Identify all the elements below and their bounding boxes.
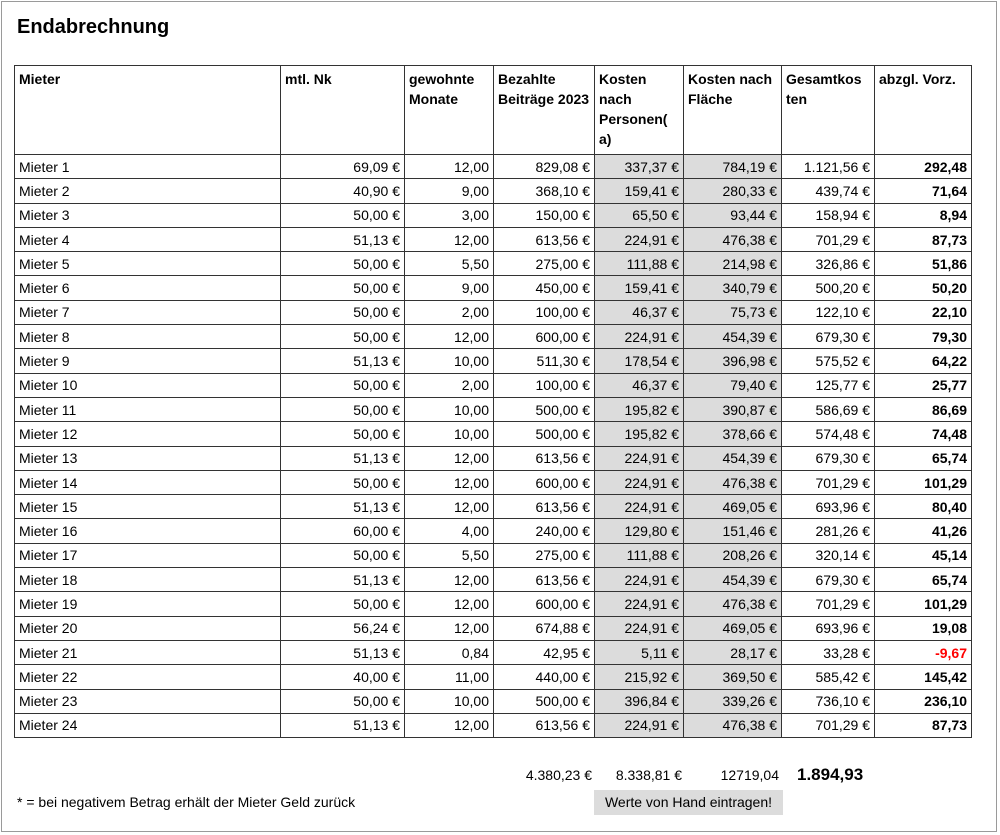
cell-monthly-costs: 51,13 € [281,227,405,251]
cell-monthly-costs: 50,00 € [281,373,405,397]
cell-monthly-costs: 50,00 € [281,252,405,276]
cell-monthly-costs: 50,00 € [281,543,405,567]
cell-tenant: Mieter 7 [15,300,281,324]
cell-paid: 613,56 € [494,446,595,470]
cell-balance: 145,42 [875,665,972,689]
cell-cost-area: 784,19 € [684,155,782,179]
total-cost-persons: 8.338,81 € [615,767,682,783]
cell-tenant: Mieter 15 [15,495,281,519]
cell-monthly-costs: 50,00 € [281,470,405,494]
cell-months: 10,00 [405,349,494,373]
cell-total: 575,52 € [782,349,875,373]
cell-total: 281,26 € [782,519,875,543]
cell-total: 158,94 € [782,203,875,227]
table-row [15,519,972,543]
cell-total: 679,30 € [782,325,875,349]
cell-balance: 65,74 [875,568,972,592]
cell-cost-area: 28,17 € [684,640,782,664]
cell-tenant: Mieter 21 [15,640,281,664]
col-header-total: Gesamtkos ten [782,66,875,155]
cell-tenant: Mieter 2 [15,179,281,203]
cell-balance: 45,14 [875,543,972,567]
table-row [15,276,972,300]
cell-tenant: Mieter 19 [15,592,281,616]
col-header-cost-persons: Kosten nach Personen( a) [595,66,684,155]
cell-paid: 42,95 € [494,640,595,664]
cell-cost-persons: 224,91 € [595,568,684,592]
cell-tenant: Mieter 8 [15,325,281,349]
cell-tenant: Mieter 12 [15,422,281,446]
cell-total: 122,10 € [782,300,875,324]
cell-monthly-costs: 40,00 € [281,665,405,689]
cell-cost-area: 75,73 € [684,300,782,324]
cell-balance: 236,10 [875,689,972,713]
cell-cost-area: 339,26 € [684,689,782,713]
cell-balance: 25,77 [875,373,972,397]
cell-total: 701,29 € [782,713,875,737]
cell-balance: 65,74 [875,446,972,470]
cell-balance: 80,40 [875,495,972,519]
cell-total: 693,96 € [782,616,875,640]
cell-tenant: Mieter 14 [15,470,281,494]
table-row [15,470,972,494]
cell-paid: 440,00 € [494,665,595,689]
col-header-balance: abzgl. Vorz. [875,66,972,155]
cell-cost-area: 476,38 € [684,713,782,737]
table-row [15,397,972,421]
table-row [15,446,972,470]
cell-cost-persons: 195,82 € [595,397,684,421]
cell-tenant: Mieter 1 [15,155,281,179]
table-row [15,349,972,373]
total-cost-area: 12719,04 [720,767,779,783]
cell-monthly-costs: 50,00 € [281,422,405,446]
cell-months: 12,00 [405,470,494,494]
cell-cost-area: 151,46 € [684,519,782,543]
cell-balance: 87,73 [875,713,972,737]
total-balance: 1.894,93 [797,765,864,784]
cell-balance: 50,20 [875,276,972,300]
cell-cost-persons: 111,88 € [595,252,684,276]
cell-monthly-costs: 40,90 € [281,179,405,203]
cell-cost-area: 79,40 € [684,373,782,397]
cell-balance: 87,73 [875,227,972,251]
cell-tenant: Mieter 13 [15,446,281,470]
cell-paid: 275,00 € [494,252,595,276]
cell-total: 736,10 € [782,689,875,713]
cell-balance: 8,94 [875,203,972,227]
cell-cost-area: 369,50 € [684,665,782,689]
table-row [15,665,972,689]
cell-balance: 79,30 [875,325,972,349]
cell-cost-persons: 159,41 € [595,179,684,203]
cell-tenant: Mieter 5 [15,252,281,276]
cell-cost-area: 93,44 € [684,203,782,227]
cell-paid: 500,00 € [494,689,595,713]
cell-cost-persons: 46,37 € [595,300,684,324]
cell-months: 5,50 [405,252,494,276]
cell-cost-area: 390,87 € [684,397,782,421]
table-row [15,325,972,349]
page-title: Endabrechnung [17,16,170,38]
cell-months: 4,00 [405,519,494,543]
cell-months: 2,00 [405,373,494,397]
cell-balance: 22,10 [875,300,972,324]
cell-tenant: Mieter 10 [15,373,281,397]
cell-tenant: Mieter 11 [15,397,281,421]
col-header-paid: Bezahlte Beiträge 2023 [494,66,595,155]
cell-balance: 51,86 [875,252,972,276]
cell-tenant: Mieter 23 [15,689,281,713]
cell-tenant: Mieter 22 [15,665,281,689]
cell-months: 12,00 [405,325,494,349]
cell-cost-area: 476,38 € [684,470,782,494]
table-row [15,568,972,592]
cell-months: 12,00 [405,227,494,251]
billing-table [14,65,972,738]
cell-cost-persons: 178,54 € [595,349,684,373]
cell-paid: 100,00 € [494,300,595,324]
table-row [15,373,972,397]
table-row [15,640,972,664]
cell-total: 33,28 € [782,640,875,664]
cell-cost-persons: 396,84 € [595,689,684,713]
cell-paid: 600,00 € [494,325,595,349]
table-row [15,422,972,446]
cell-paid: 240,00 € [494,519,595,543]
cell-months: 5,50 [405,543,494,567]
cell-cost-persons: 215,92 € [595,665,684,689]
cell-cost-persons: 224,91 € [595,470,684,494]
cell-cost-persons: 129,80 € [595,519,684,543]
cell-paid: 674,88 € [494,616,595,640]
cell-cost-area: 340,79 € [684,276,782,300]
col-header-cost-area: Kosten nach Fläche [684,66,782,155]
cell-total: 1.121,56 € [782,155,875,179]
cell-cost-persons: 224,91 € [595,713,684,737]
cell-tenant: Mieter 6 [15,276,281,300]
cell-months: 12,00 [405,446,494,470]
total-paid: 4.380,23 € [525,767,592,783]
table-row [15,713,972,737]
manual-entry-hint: Werte von Hand eintragen! [594,790,783,815]
cell-total: 701,29 € [782,592,875,616]
cell-months: 10,00 [405,422,494,446]
cell-total: 585,42 € [782,665,875,689]
cell-paid: 613,56 € [494,495,595,519]
cell-months: 9,00 [405,179,494,203]
table-row [15,592,972,616]
cell-cost-persons: 195,82 € [595,422,684,446]
cell-tenant: Mieter 9 [15,349,281,373]
cell-total: 693,96 € [782,495,875,519]
cell-cost-area: 454,39 € [684,568,782,592]
cell-paid: 600,00 € [494,592,595,616]
cell-total: 679,30 € [782,446,875,470]
cell-cost-area: 476,38 € [684,592,782,616]
cell-months: 10,00 [405,397,494,421]
table-row [15,203,972,227]
cell-months: 3,00 [405,203,494,227]
cell-cost-persons: 5,11 € [595,640,684,664]
cell-balance: 71,64 [875,179,972,203]
cell-tenant: Mieter 24 [15,713,281,737]
cell-monthly-costs: 51,13 € [281,640,405,664]
cell-cost-persons: 337,37 € [595,155,684,179]
cell-monthly-costs: 69,09 € [281,155,405,179]
cell-total: 125,77 € [782,373,875,397]
cell-cost-persons: 65,50 € [595,203,684,227]
table-row [15,227,972,251]
cell-monthly-costs: 50,00 € [281,203,405,227]
cell-paid: 613,56 € [494,568,595,592]
cell-months: 11,00 [405,665,494,689]
cell-paid: 613,56 € [494,227,595,251]
table-body [15,155,972,738]
table-row [15,300,972,324]
table-row [15,252,972,276]
col-header-tenant: Mieter [15,66,281,155]
cell-cost-persons: 224,91 € [595,446,684,470]
table-row [15,689,972,713]
cell-paid: 450,00 € [494,276,595,300]
cell-paid: 613,56 € [494,713,595,737]
cell-total: 701,29 € [782,227,875,251]
cell-balance: 101,29 [875,470,972,494]
cell-months: 2,00 [405,300,494,324]
cell-monthly-costs: 51,13 € [281,495,405,519]
cell-cost-area: 396,98 € [684,349,782,373]
cell-paid: 150,00 € [494,203,595,227]
col-header-months: gewohnte Monate [405,66,494,155]
col-header-monthly-costs: mtl. Nk [281,66,405,155]
cell-monthly-costs: 60,00 € [281,519,405,543]
cell-tenant: Mieter 3 [15,203,281,227]
cell-tenant: Mieter 4 [15,227,281,251]
cell-balance: 64,22 [875,349,972,373]
cell-total: 701,29 € [782,470,875,494]
header-row [15,66,972,155]
cell-monthly-costs: 50,00 € [281,325,405,349]
table-row [15,179,972,203]
cell-monthly-costs: 50,00 € [281,300,405,324]
cell-monthly-costs: 50,00 € [281,689,405,713]
cell-tenant: Mieter 16 [15,519,281,543]
cell-monthly-costs: 50,00 € [281,592,405,616]
cell-balance: -9,67 [875,640,972,664]
cell-months: 12,00 [405,592,494,616]
cell-total: 326,86 € [782,252,875,276]
cell-months: 12,00 [405,568,494,592]
cell-cost-persons: 224,91 € [595,325,684,349]
cell-cost-persons: 224,91 € [595,227,684,251]
cell-total: 439,74 € [782,179,875,203]
table-row [15,495,972,519]
cell-total: 574,48 € [782,422,875,446]
cell-cost-area: 469,05 € [684,616,782,640]
cell-cost-persons: 224,91 € [595,495,684,519]
cell-monthly-costs: 51,13 € [281,713,405,737]
cell-paid: 500,00 € [494,422,595,446]
cell-paid: 100,00 € [494,373,595,397]
cell-monthly-costs: 51,13 € [281,349,405,373]
cell-total: 586,69 € [782,397,875,421]
cell-months: 10,00 [405,689,494,713]
cell-cost-persons: 46,37 € [595,373,684,397]
cell-cost-area: 476,38 € [684,227,782,251]
cell-total: 320,14 € [782,543,875,567]
cell-tenant: Mieter 18 [15,568,281,592]
cell-paid: 600,00 € [494,470,595,494]
cell-months: 12,00 [405,155,494,179]
cell-cost-persons: 224,91 € [595,592,684,616]
cell-cost-persons: 159,41 € [595,276,684,300]
cell-total: 679,30 € [782,568,875,592]
cell-months: 9,00 [405,276,494,300]
cell-monthly-costs: 56,24 € [281,616,405,640]
cell-paid: 368,10 € [494,179,595,203]
cell-cost-area: 280,33 € [684,179,782,203]
cell-balance: 74,48 [875,422,972,446]
cell-paid: 829,08 € [494,155,595,179]
cell-paid: 511,30 € [494,349,595,373]
cell-cost-area: 469,05 € [684,495,782,519]
cell-cost-persons: 224,91 € [595,616,684,640]
cell-balance: 41,26 [875,519,972,543]
cell-balance: 19,08 [875,616,972,640]
cell-tenant: Mieter 17 [15,543,281,567]
cell-cost-area: 214,98 € [684,252,782,276]
table-row [15,155,972,179]
cell-months: 12,00 [405,713,494,737]
cell-balance: 292,48 [875,155,972,179]
cell-months: 12,00 [405,495,494,519]
cell-monthly-costs: 50,00 € [281,397,405,421]
cell-paid: 275,00 € [494,543,595,567]
cell-monthly-costs: 51,13 € [281,446,405,470]
cell-cost-area: 378,66 € [684,422,782,446]
cell-balance: 86,69 [875,397,972,421]
cell-paid: 500,00 € [494,397,595,421]
cell-cost-persons: 111,88 € [595,543,684,567]
cell-monthly-costs: 51,13 € [281,568,405,592]
cell-total: 500,20 € [782,276,875,300]
cell-monthly-costs: 50,00 € [281,276,405,300]
cell-cost-area: 454,39 € [684,446,782,470]
cell-cost-area: 208,26 € [684,543,782,567]
cell-months: 0,84 [405,640,494,664]
cell-cost-area: 454,39 € [684,325,782,349]
cell-balance: 101,29 [875,592,972,616]
cell-tenant: Mieter 20 [15,616,281,640]
footnote: * = bei negativem Betrag erhält der Mieter Geld zurück [17,794,356,810]
table-row [15,616,972,640]
cell-months: 12,00 [405,616,494,640]
table-row [15,543,972,567]
